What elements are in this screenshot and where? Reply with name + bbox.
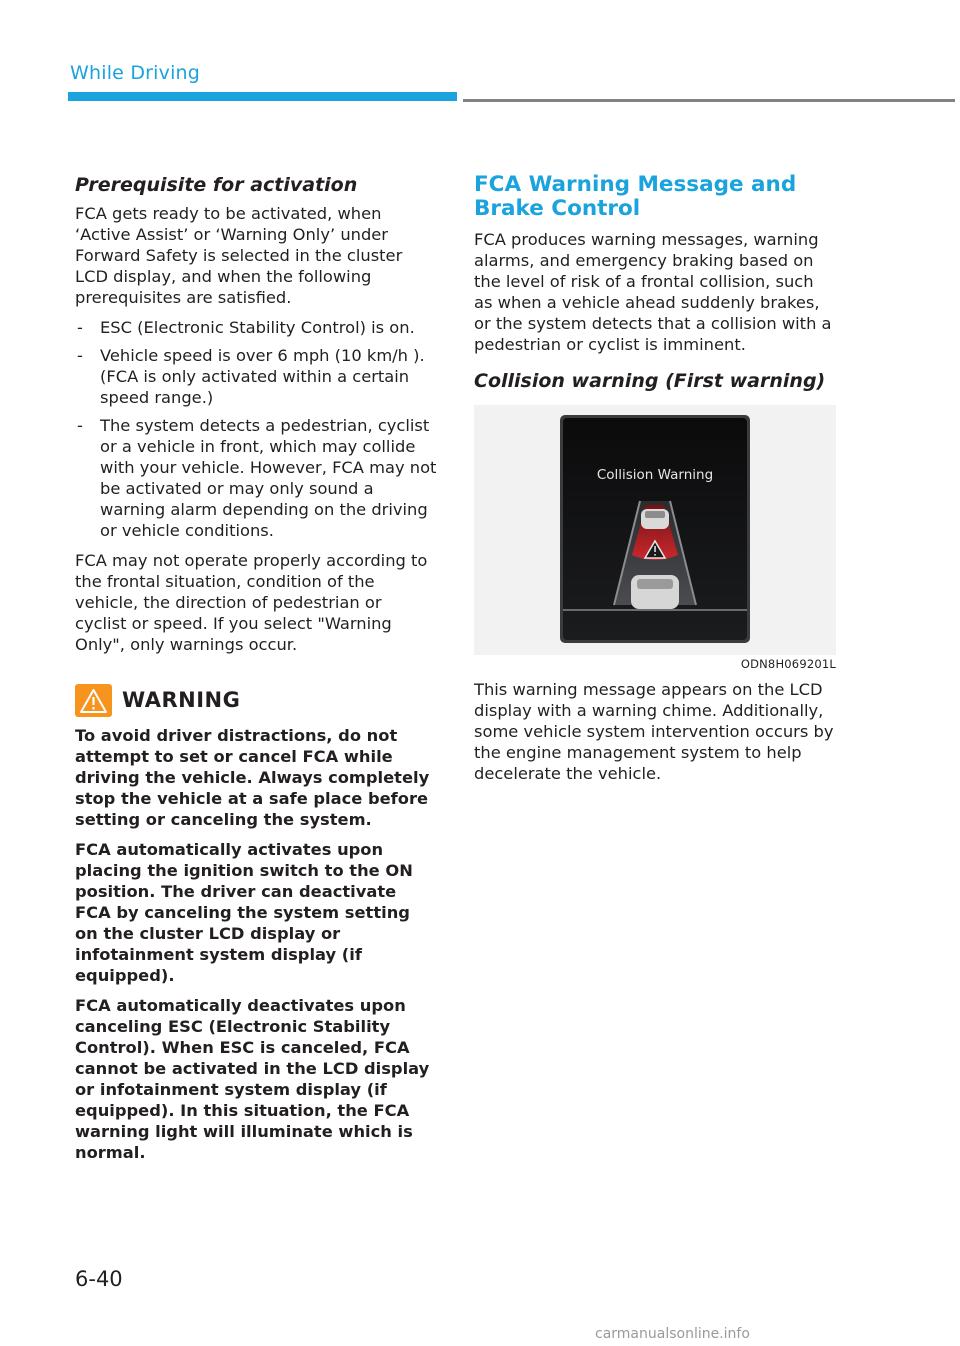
page-header-title: While Driving: [70, 62, 201, 84]
after-figure-text: This warning message appears on the LCD display with a warning chime. Additionally, some vehicle system intervention occurs by the engine management system to help decelerate the vehicle.: [474, 680, 834, 783]
warning-header: [75, 684, 437, 717]
cluster-display-figure: [474, 405, 836, 655]
warning-paragraph: FCA automatically deactivates upon canceling ESC (Electronic Stability Control). When ESC is canceled, FCA cannot be activated in the LCD display or infotainment system display (if equipped). In this situation, the FCA warning light will illuminate which is normal.: [75, 996, 430, 1162]
list-item: - Vehicle speed is over 6 mph (10 km/h ). (FCA is only activated within a certain speed range.): [77, 346, 425, 407]
list-item: - ESC (Electronic Stability Control) is on.: [77, 318, 415, 337]
list-item: - The system detects a pedestrian, cyclist or a vehicle in front, which may collide with your vehicle. However, FCA may not be activated or may only sound a warning alarm depending on the driving or vehicle conditions.: [77, 416, 437, 540]
right-column: [474, 173, 836, 793]
watermark: carmanualsonline.info: [595, 1326, 750, 1342]
section-heading: FCA Warning Message and Brake Control: [474, 172, 797, 221]
header-rule-gray: [463, 99, 955, 102]
warning-paragraph: FCA automatically activates upon placing the ignition switch to the ON position. The driver can deactivate FCA by canceling the system setting on the cluster LCD display or infotainment system display (if equipped).: [75, 840, 413, 985]
section-intro: FCA produces warning messages, warning alarms, and emergency braking based on the level of risk of a frontal collision, such as when a vehicle ahead suddenly brakes, or the system detects that a collision with a pedestrian or cyclist is imminent.: [474, 230, 832, 354]
header-rule-blue: [68, 92, 457, 101]
cluster-display-illustration: [474, 405, 836, 655]
warning-paragraph: To avoid driver distractions, do not attempt to set or cancel FCA while driving the vehicle. Always completely stop the vehicle at a safe place before setting or canceling the system.: [75, 726, 430, 829]
prerequisite-note: FCA may not operate properly according to the frontal situation, condition of the vehicle, the direction of pedestrian or cyclist or speed. If you select "Warning Only", only warnings occur.: [75, 551, 428, 654]
warning-triangle-icon: [75, 684, 112, 717]
prerequisite-list: [75, 317, 437, 541]
collision-warning-heading: Collision warning (First warning): [474, 370, 826, 392]
left-column: [75, 173, 437, 1172]
prerequisite-intro: FCA gets ready to be activated, when ‘Active Assist’ or ‘Warning Only’ under Forward Safety is selected in the cluster LCD display, and when the following prerequisites are satisfied.: [75, 204, 403, 307]
warning-title: WARNING: [122, 688, 241, 712]
display-warning-text: Collision Warning: [596, 467, 714, 483]
page-number: 6-40: [75, 1267, 123, 1291]
figure-caption: ODN8H069201L: [740, 657, 836, 671]
prerequisite-heading: Prerequisite for activation: [75, 174, 358, 196]
